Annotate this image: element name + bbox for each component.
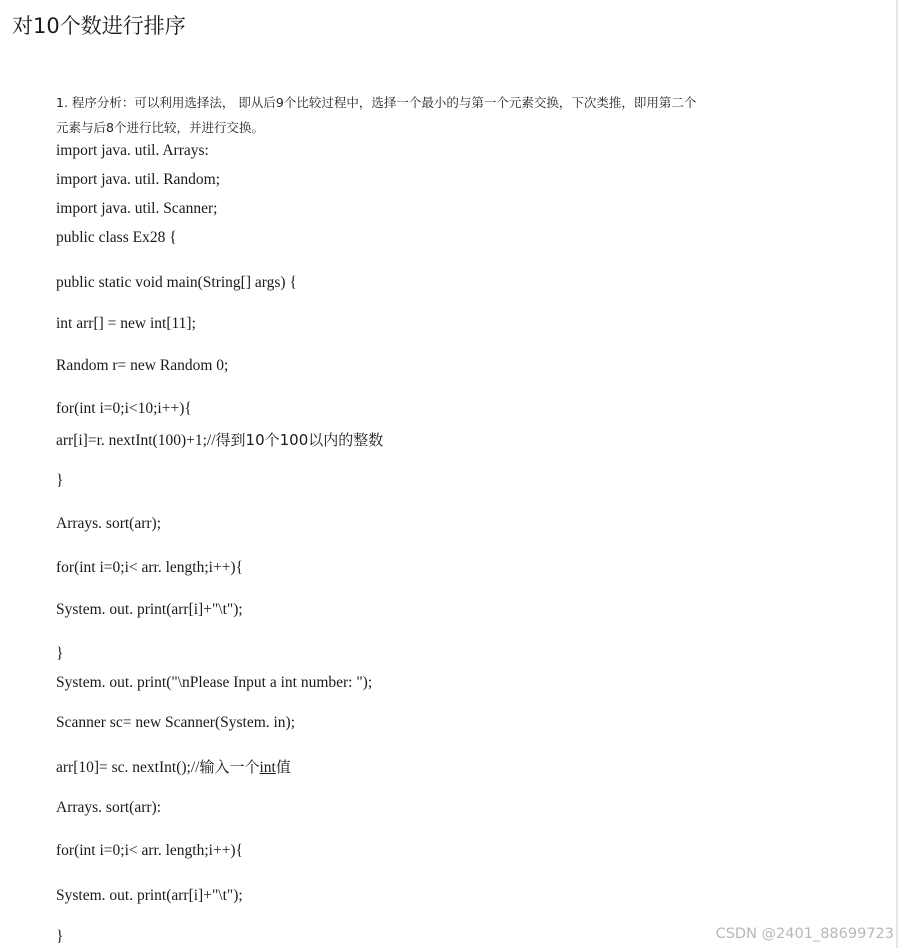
code-line-sort-1: Arrays. sort(arr); [56,515,162,532]
code-line-close-brace-3: } [56,928,64,945]
code-line-main-method: public static void main(String[] args) { [56,274,297,291]
code-line-import-arrays: import java. util. Arrays: [56,142,209,159]
code-line-read-input [56,756,291,777]
code-line-print-1: System. out. print(arr[i]+"\t"); [56,601,243,618]
code-line-for-loop-fill: for(int i=0;i<10;i++){ [56,400,192,417]
code-line-print-2: System. out. print(arr[i]+"\t"); [56,887,243,904]
code-line-close-brace-1: } [56,472,64,489]
code-line-import-random: import java. util. Random; [56,171,221,188]
code-line-random-init: Random r= new Random 0; [56,357,229,374]
code-line-import-scanner: import java. util. Scanner; [56,200,218,217]
code-line-scanner-init: Scanner sc= new Scanner(System. in); [56,714,296,731]
csdn-watermark: CSDN @2401_88699723 [715,926,894,942]
code-comment: 得到10个100以内的整数 [215,431,384,449]
article-title: 对10个数进行排序 [12,14,186,38]
code-line-class-declaration: public class Ex28 { [56,229,177,246]
code-segment: arr[10]= sc. nextInt();// [56,759,200,776]
analysis-text-line-1: 1. 程序分析：可以利用选择法， 即从后9个比较过程中，选择一个最小的与第一个元素交换，下次类推，即用第二个 [56,95,697,110]
code-line-random-assign [56,429,383,450]
code-segment: arr[i]=r. nextInt(100)+1;// [56,432,216,449]
code-segment: int [259,759,276,776]
code-line-prompt-print: System. out. print("\nPlease Input a int number: "); [56,674,373,691]
code-comment: 输入一个 [199,758,260,776]
code-line-close-brace-2: } [56,645,64,662]
analysis-text-line-2: 元素与后8个进行比较，并进行交换。 [56,120,264,135]
code-line-sort-2: Arrays. sort(arr): [56,799,162,816]
code-line-for-loop-print-1: for(int i=0;i< arr. length;i++){ [56,559,244,576]
code-line-for-loop-print-2: for(int i=0;i< arr. length;i++){ [56,842,244,859]
code-line-array-declaration: int arr[] = new int[11]; [56,315,196,332]
code-comment: 值 [275,758,291,776]
